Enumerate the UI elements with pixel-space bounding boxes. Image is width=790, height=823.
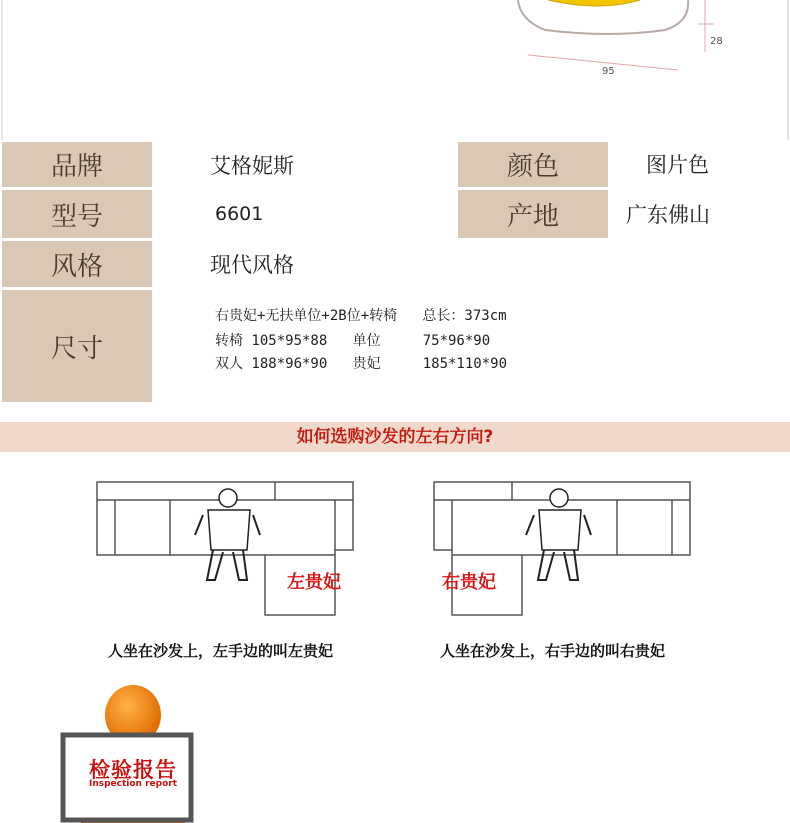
right-chaise-caption: 人坐在沙发上，右手边的叫右贵妃 bbox=[440, 642, 666, 660]
inspection-report-figure bbox=[55, 680, 230, 823]
right-chaise-label: 右贵妃 bbox=[442, 572, 496, 593]
style-value: 现代风格 bbox=[155, 241, 790, 287]
left-chaise-sofa-diagram bbox=[95, 480, 357, 630]
sofa-outline-drawing bbox=[0, 0, 790, 140]
height-dimension-label: 28 bbox=[710, 36, 723, 47]
seated-person-icon bbox=[195, 489, 260, 580]
style-label: 风格 bbox=[2, 241, 152, 287]
sofa-dimension-drawing bbox=[0, 0, 790, 140]
size-line: 右贵妃+无扶单位+2B位+转椅 总长：373cm bbox=[215, 308, 507, 324]
spec-table bbox=[0, 140, 790, 402]
width-dimension-label: 95 bbox=[602, 66, 615, 77]
origin-value: 广东佛山 bbox=[611, 190, 790, 238]
right-chaise-sofa-diagram bbox=[432, 480, 694, 630]
left-chaise-label: 左贵妃 bbox=[287, 572, 341, 593]
size-label: 尺寸 bbox=[2, 290, 152, 402]
seated-person-icon bbox=[526, 489, 591, 580]
size-line: 转椅 105*95*88 单位 75*96*90 bbox=[215, 333, 491, 349]
origin-label: 产地 bbox=[458, 190, 608, 238]
left-chaise-caption: 人坐在沙发上，左手边的叫左贵妃 bbox=[108, 642, 334, 660]
brand-value: 艾格妮斯 bbox=[155, 142, 455, 187]
report-sign-subtitle: Inspection report bbox=[88, 779, 177, 789]
guide-title: 如何选购沙发的左右方向? bbox=[296, 427, 494, 447]
model-value: 6601 bbox=[155, 190, 455, 238]
color-label: 颜色 bbox=[458, 142, 608, 187]
brand-label: 品牌 bbox=[2, 142, 152, 187]
report-sign-title: 检验报告 bbox=[89, 758, 177, 782]
size-line: 双人 188*96*90 贵妃 185*110*90 bbox=[215, 356, 508, 372]
color-value: 图片色 bbox=[611, 142, 790, 187]
model-label: 型号 bbox=[2, 190, 152, 238]
